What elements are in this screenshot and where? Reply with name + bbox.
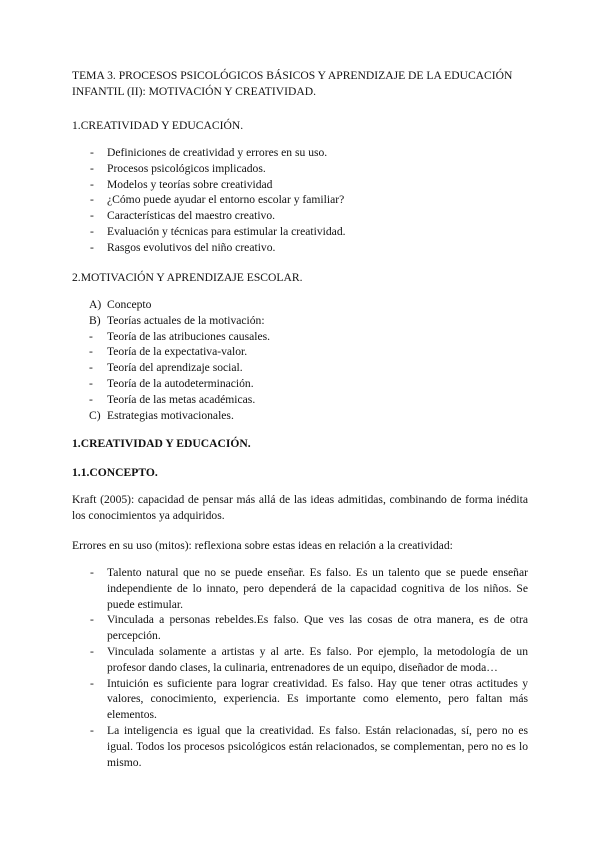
list-item: - Teoría de las atribuciones causales. (89, 329, 271, 343)
section-2-heading: 2.MOTIVACIÓN Y APRENDIZAJE ESCOLAR. (72, 271, 303, 284)
list-item: - La inteligencia es igual que la creatividad. Es falso. Están relacionadas, sí, pero no es igual. Todos los procesos psicológicos están relacionados, se complementan, pero no es lo mismo. (90, 723, 528, 769)
list-item: - Vinculada solamente a artistas y al arte. Es falso. Por ejemplo, la metodología de un profesor dando clases, la culinaria, entrenadores de un equipo, diseñador de moda… (90, 644, 528, 674)
list-item: B) Teorías actuales de la motivación: (89, 313, 265, 327)
section-1-list (72, 145, 528, 256)
list-item: - Evaluación y técnicas para estimular la creatividad. (90, 224, 346, 238)
list-marker: - (89, 361, 93, 375)
list-item: - Teoría de las metas académicas. (89, 392, 256, 406)
subsection-heading: 1.1.CONCEPTO. (72, 466, 158, 479)
dash-marker: - (90, 240, 94, 254)
list-item: - Definiciones de creatividad y errores en su uso. (90, 146, 328, 159)
list-item: - Características del maestro creativo. (90, 209, 276, 223)
section-2-list (72, 297, 528, 423)
list-item: A) Concepto (89, 298, 152, 311)
list-item: C) Estrategias motivacionales. (89, 408, 234, 422)
list-marker: - (89, 392, 93, 406)
list-item: - Teoría de la expectativa-valor. (89, 345, 248, 359)
dash-marker: - (90, 146, 94, 159)
dash-marker: - (90, 177, 94, 191)
bold-section-heading: 1.CREATIVIDAD Y EDUCACIÓN. (72, 437, 251, 450)
list-marker: - (89, 345, 93, 359)
dash-marker: - (90, 723, 94, 737)
list-item: - Teoría de la autodeterminación. (89, 376, 254, 390)
dash-marker: - (90, 566, 94, 579)
dash-marker: - (90, 224, 94, 238)
list-item: - Teoría del aprendizaje social. (89, 361, 243, 375)
list-item: - ¿Cómo puede ayudar el entorno escolar y familiar? (90, 193, 345, 207)
kraft-definition: Kraft (2005): capacidad de pensar más allá de las ideas admitidas, combinando de forma inédita los conocimientos ya adquiridos. (72, 493, 528, 522)
dash-marker: - (90, 644, 94, 658)
list-marker: A) (89, 298, 102, 311)
list-item: - Talento natural que no se puede enseñar. Es falso. Es un talento que se puede enseñar independiente de lo innato, pero dependerá de la capacidad cognitiva de los niños. Se puede estimular. (90, 566, 528, 611)
list-marker: B) (89, 313, 101, 327)
list-marker: C) (89, 408, 101, 422)
list-item: - Procesos psicológicos implicados. (90, 161, 266, 175)
list-item: - Intuición es suficiente para lograr creatividad. Es falso. Hay que tener otras actitudes y valores, conocimiento, experiencia. Es importante como elemento, pero faltan más elementos. (90, 676, 528, 722)
list-item: - Modelos y teorías sobre creatividad (90, 177, 273, 191)
document-title: TEMA 3. PROCESOS PSICOLÓGICOS BÁSICOS Y APRENDIZAJE DE LA EDUCACIÓN INFANTIL (II): MOTIVACIÓN Y CREATIVIDAD. (72, 69, 513, 98)
section-1-heading: 1.CREATIVIDAD Y EDUCACIÓN. (72, 119, 244, 132)
dash-marker: - (90, 193, 94, 207)
list-item: - Rasgos evolutivos del niño creativo. (90, 240, 276, 254)
dash-marker: - (90, 676, 94, 690)
list-marker: - (89, 329, 93, 343)
list-item: - Vinculada a personas rebeldes.Es falso. Que ves las cosas de otra manera, es de otra percepción. (90, 613, 528, 643)
list-marker: - (89, 376, 93, 390)
myths-list (72, 565, 528, 770)
dash-marker: - (90, 209, 94, 223)
myths-intro: Errores en su uso (mitos): reflexiona sobre estas ideas en relación a la creatividad: (72, 539, 453, 552)
dash-marker: - (90, 161, 94, 175)
dash-marker: - (90, 613, 94, 627)
